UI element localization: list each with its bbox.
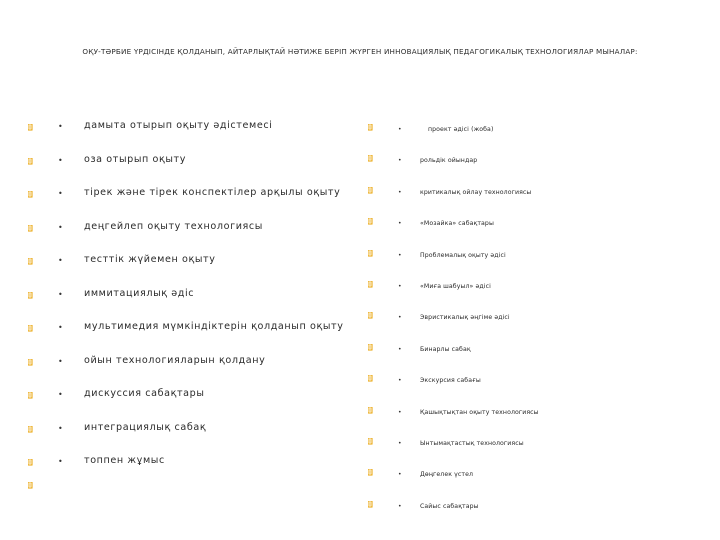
bullet-icon: • (398, 126, 402, 133)
list-item-label: мультимедия мүмкіндіктерін қолданып оқыту (84, 321, 344, 332)
list-item (368, 405, 698, 421)
bullet-icon: • (398, 220, 402, 228)
list-item (368, 279, 698, 295)
bullet-icon: • (398, 283, 402, 290)
list-item (368, 185, 698, 201)
list-marker-icon (28, 359, 33, 366)
bullet-icon: • (398, 377, 402, 385)
list-item (368, 122, 698, 138)
list-item-label: иммитациялық әдіс (84, 287, 195, 299)
bullet-icon: • (58, 122, 63, 131)
bullet-icon: • (58, 189, 63, 198)
bullet-icon: • (58, 323, 63, 332)
empty-list-marker-icon (28, 474, 33, 481)
list-item-label: проект әдісі (жоба) (428, 126, 494, 133)
list-item-label: дискуссия сабақтары (84, 388, 205, 399)
list-marker-icon (28, 158, 33, 165)
list-marker-icon (28, 191, 33, 198)
list-item (28, 288, 358, 304)
list-item (368, 153, 698, 169)
list-item (28, 455, 358, 471)
list-marker-icon (368, 312, 373, 319)
bullet-icon: • (58, 457, 63, 466)
list-item (368, 436, 698, 452)
list-item (28, 187, 358, 203)
list-item-label: критикалық ойлау технологиясы (420, 188, 532, 196)
list-marker-icon (28, 225, 33, 232)
list-item (28, 388, 358, 404)
bullet-icon: • (58, 155, 63, 165)
list-marker-icon (28, 124, 33, 131)
list-item (368, 373, 698, 389)
list-marker-icon (368, 281, 373, 288)
list-item (28, 254, 358, 270)
list-item (28, 321, 358, 337)
list-marker-icon (28, 426, 33, 433)
bullet-icon: • (58, 256, 63, 265)
list-item-label: Экскурсия сабағы (420, 377, 481, 385)
list-item (368, 310, 698, 326)
list-item-label: рольдік ойындар (420, 157, 478, 165)
list-marker-icon (28, 292, 33, 299)
list-item-label: интеграциялық сабақ (84, 421, 207, 433)
bullet-icon: • (398, 314, 402, 322)
list-item-label: Қашықтықтан оқыту технологиясы (420, 408, 539, 416)
bullet-icon: • (398, 157, 402, 165)
list-item-label: «Миға шабуыл» әдісі (420, 283, 491, 290)
list-item (368, 216, 698, 232)
list-marker-icon (368, 187, 373, 194)
list-item-label: топпен жұмыс (84, 455, 165, 466)
list-item-label: оза отырып оқыту (84, 153, 187, 165)
list-item (368, 499, 698, 515)
list-marker-icon (368, 501, 373, 508)
list-item-label: тесттік жүйемен оқыту (84, 254, 216, 265)
list-marker-icon (368, 250, 373, 257)
bullet-icon: • (58, 423, 63, 433)
list-marker-icon (28, 459, 33, 466)
list-marker-icon (368, 344, 373, 351)
list-marker-icon (368, 438, 373, 445)
bullet-icon: • (58, 222, 63, 232)
list-marker-icon (368, 155, 373, 162)
list-item-label: тірек және тірек конспектілер арқылы оқыту (84, 187, 341, 198)
list-item-label: Ынтымақтастық технологиясы (420, 440, 524, 447)
bullet-icon: • (58, 390, 63, 399)
list-item (28, 154, 358, 170)
list-item (368, 467, 698, 483)
list-item (28, 422, 358, 438)
list-item-label: деңгейлеп оқыту технологиясы (84, 220, 263, 232)
list-marker-icon (368, 124, 373, 131)
list-item (28, 221, 358, 237)
bullet-icon: • (58, 289, 63, 299)
list-item-label: Проблемалық оқыту әдісі (420, 251, 506, 259)
bullet-icon: • (58, 356, 63, 366)
list-item (28, 120, 358, 136)
list-marker-icon (28, 392, 33, 399)
list-item-label: Дөңгелек үстел (420, 471, 474, 479)
bullet-icon: • (398, 502, 402, 510)
list-item (28, 355, 358, 371)
bullet-icon: • (398, 408, 402, 416)
bullet-icon: • (398, 251, 402, 259)
bullet-icon: • (398, 345, 402, 353)
list-marker-icon (368, 375, 373, 382)
bullet-icon: • (398, 188, 402, 196)
list-item (368, 342, 698, 358)
bullet-icon: • (398, 440, 402, 447)
list-item-label: ойын технологияларын қолдану (84, 354, 266, 366)
list-item-label: дамыта отырып оқыту әдістемесі (84, 120, 273, 131)
bullet-icon: • (398, 471, 402, 479)
list-item-label: Бинарлы сабақ (420, 345, 471, 353)
list-marker-icon (368, 407, 373, 414)
list-marker-icon (368, 469, 373, 476)
list-item-label: «Мозайка» сабақтары (420, 220, 494, 228)
list-item-label: Сайыс сабақтары (420, 502, 479, 510)
list-marker-icon (28, 325, 33, 332)
list-item-label: Эвристикалық әңгіме әдісі (420, 314, 510, 322)
list-marker-icon (368, 218, 373, 225)
list-item (368, 248, 698, 264)
page-title: ОҚУ-ТӘРБИЕ ҮРДІСІНДЕ ҚОЛДАНЫП, АЙТАРЛЫҚТАЙ НӘТИЖЕ БЕРІП ЖҮРГЕН ИННОВАЦИЯЛЫҚ ПЕДАГОГИКАЛЫҚ ТЕХНОЛОГИЯЛАР МЫНАЛАР: (82, 47, 638, 56)
list-marker-icon (28, 258, 33, 265)
